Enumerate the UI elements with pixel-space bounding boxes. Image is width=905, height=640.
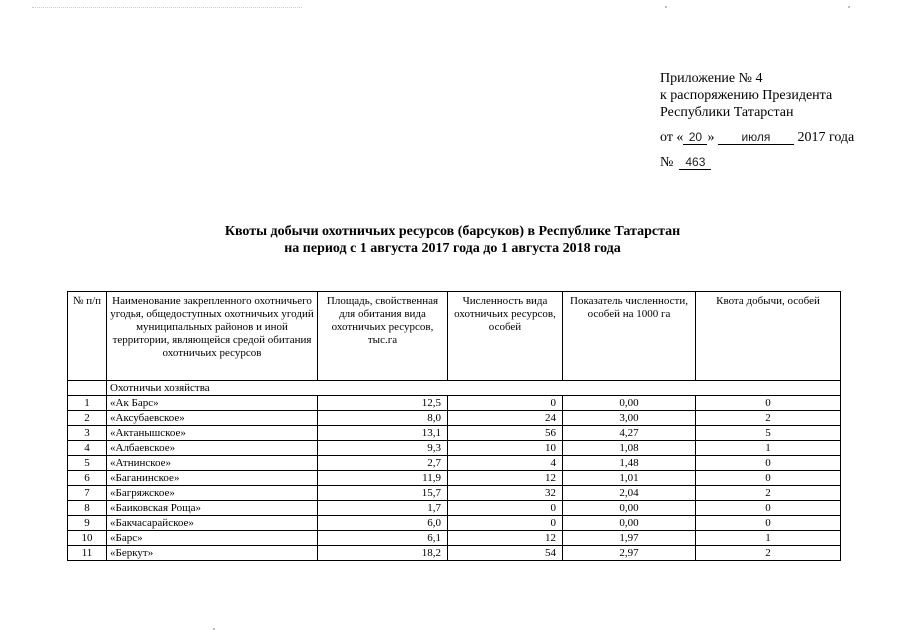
cell-name: «Беркут»: [107, 546, 318, 561]
header-count: Численность вида охотничьих ресурсов, особей: [448, 292, 563, 381]
cell-quota: 2: [696, 486, 841, 501]
cell-index: 4,27: [563, 426, 696, 441]
cell-number: 6: [68, 471, 107, 486]
cell-count: 24: [448, 411, 563, 426]
scan-artifact-dot: [213, 628, 215, 630]
cell-count: 10: [448, 441, 563, 456]
cell-area: 11,9: [318, 471, 448, 486]
cell-quota: 1: [696, 441, 841, 456]
cell-index: 3,00: [563, 411, 696, 426]
cell-number: 8: [68, 501, 107, 516]
cell-count: 12: [448, 531, 563, 546]
cell-name: «Багряжское»: [107, 486, 318, 501]
cell-quota: 0: [696, 396, 841, 411]
header-quota: Квота добычи, особей: [696, 292, 841, 381]
cell-name: «Ак Барс»: [107, 396, 318, 411]
section-row: [68, 381, 841, 396]
cell-name: «Актанышское»: [107, 426, 318, 441]
cell-count: 0: [448, 501, 563, 516]
cell-number: 10: [68, 531, 107, 546]
cell-number: 5: [68, 456, 107, 471]
cell-count: 0: [448, 396, 563, 411]
table-row: [68, 471, 841, 486]
date-prefix: от «: [660, 130, 684, 145]
cell-count: 4: [448, 456, 563, 471]
section-empty-cell: [68, 381, 107, 396]
date-day: 20: [683, 130, 707, 145]
cell-count: 32: [448, 486, 563, 501]
scan-artifact-dot: [848, 6, 850, 8]
cell-index: 1,08: [563, 441, 696, 456]
annex-block: [660, 70, 854, 171]
header-area: Площадь, свойственная для обитания вида охотничьих ресурсов, тыс.га: [318, 292, 448, 381]
cell-index: 0,00: [563, 501, 696, 516]
cell-index: 1,97: [563, 531, 696, 546]
cell-name: «Аксубаевское»: [107, 411, 318, 426]
cell-number: 3: [68, 426, 107, 441]
cell-name: «Барс»: [107, 531, 318, 546]
table-row: [68, 396, 841, 411]
cell-count: 54: [448, 546, 563, 561]
table-row: [68, 546, 841, 561]
cell-area: 2,7: [318, 456, 448, 471]
cell-name: «Бакчасарайское»: [107, 516, 318, 531]
number-prefix: №: [660, 155, 674, 170]
cell-count: 56: [448, 426, 563, 441]
date-month: июля: [718, 130, 794, 145]
cell-index: 1,48: [563, 456, 696, 471]
cell-quota: 0: [696, 501, 841, 516]
cell-index: 0,00: [563, 396, 696, 411]
cell-name: «Атнинское»: [107, 456, 318, 471]
cell-number: 11: [68, 546, 107, 561]
cell-quota: 2: [696, 546, 841, 561]
cell-number: 4: [68, 441, 107, 456]
cell-number: 2: [68, 411, 107, 426]
table-row: [68, 516, 841, 531]
annex-line-1: Приложение № 4: [660, 71, 763, 86]
title-line-1: Квоты добычи охотничьих ресурсов (барсуков) в Республике Татарстан: [224, 224, 681, 239]
header-name: Наименование закрепленного охотничьего угодья, общедоступных охотничьих угодий муниципальных районов и иной территории, являющейся средой обитания охотничьих ресурсов: [107, 292, 318, 381]
cell-area: 6,0: [318, 516, 448, 531]
cell-count: 0: [448, 516, 563, 531]
table-header-row: [68, 292, 841, 381]
cell-quota: 0: [696, 456, 841, 471]
table-row: [68, 456, 841, 471]
date-mid: »: [707, 130, 715, 145]
annex-line-3: Республики Татарстан: [660, 105, 794, 120]
cell-quota: 1: [696, 531, 841, 546]
title-line-2: на период с 1 августа 2017 года до 1 августа 2018 года: [284, 241, 621, 256]
annex-number: [660, 154, 854, 171]
table-row: [68, 441, 841, 456]
table-row: [68, 531, 841, 546]
cell-quota: 0: [696, 471, 841, 486]
table-row: [68, 501, 841, 516]
cell-number: 7: [68, 486, 107, 501]
cell-area: 18,2: [318, 546, 448, 561]
cell-area: 13,1: [318, 426, 448, 441]
cell-name: «Албаевское»: [107, 441, 318, 456]
quota-table: [67, 291, 841, 561]
scan-artifact-dot: [665, 6, 667, 8]
cell-area: 8,0: [318, 411, 448, 426]
cell-number: 9: [68, 516, 107, 531]
number-value: 463: [679, 155, 711, 170]
table-row: [68, 486, 841, 501]
table-row: [68, 411, 841, 426]
cell-index: 0,00: [563, 516, 696, 531]
scan-artifact-line: [32, 7, 302, 9]
cell-quota: 0: [696, 516, 841, 531]
cell-quota: 2: [696, 411, 841, 426]
table-row: [68, 426, 841, 441]
cell-name: «Баиковская Роща»: [107, 501, 318, 516]
annex-date: [660, 129, 854, 146]
date-suffix: 2017 года: [797, 130, 855, 145]
cell-index: 2,97: [563, 546, 696, 561]
cell-number: 1: [68, 396, 107, 411]
cell-count: 12: [448, 471, 563, 486]
annex-line-2: к распоряжению Президента: [660, 88, 833, 103]
cell-area: 9,3: [318, 441, 448, 456]
cell-index: 2,04: [563, 486, 696, 501]
cell-name: «Баганинское»: [107, 471, 318, 486]
cell-area: 15,7: [318, 486, 448, 501]
section-label: Охотничьи хозяйства: [107, 381, 841, 396]
cell-area: 12,5: [318, 396, 448, 411]
header-index: Показатель численности, особей на 1000 га: [563, 292, 696, 381]
cell-area: 6,1: [318, 531, 448, 546]
cell-area: 1,7: [318, 501, 448, 516]
cell-index: 1,01: [563, 471, 696, 486]
header-number: № п/п: [68, 292, 107, 381]
document-title: [0, 223, 905, 257]
cell-quota: 5: [696, 426, 841, 441]
